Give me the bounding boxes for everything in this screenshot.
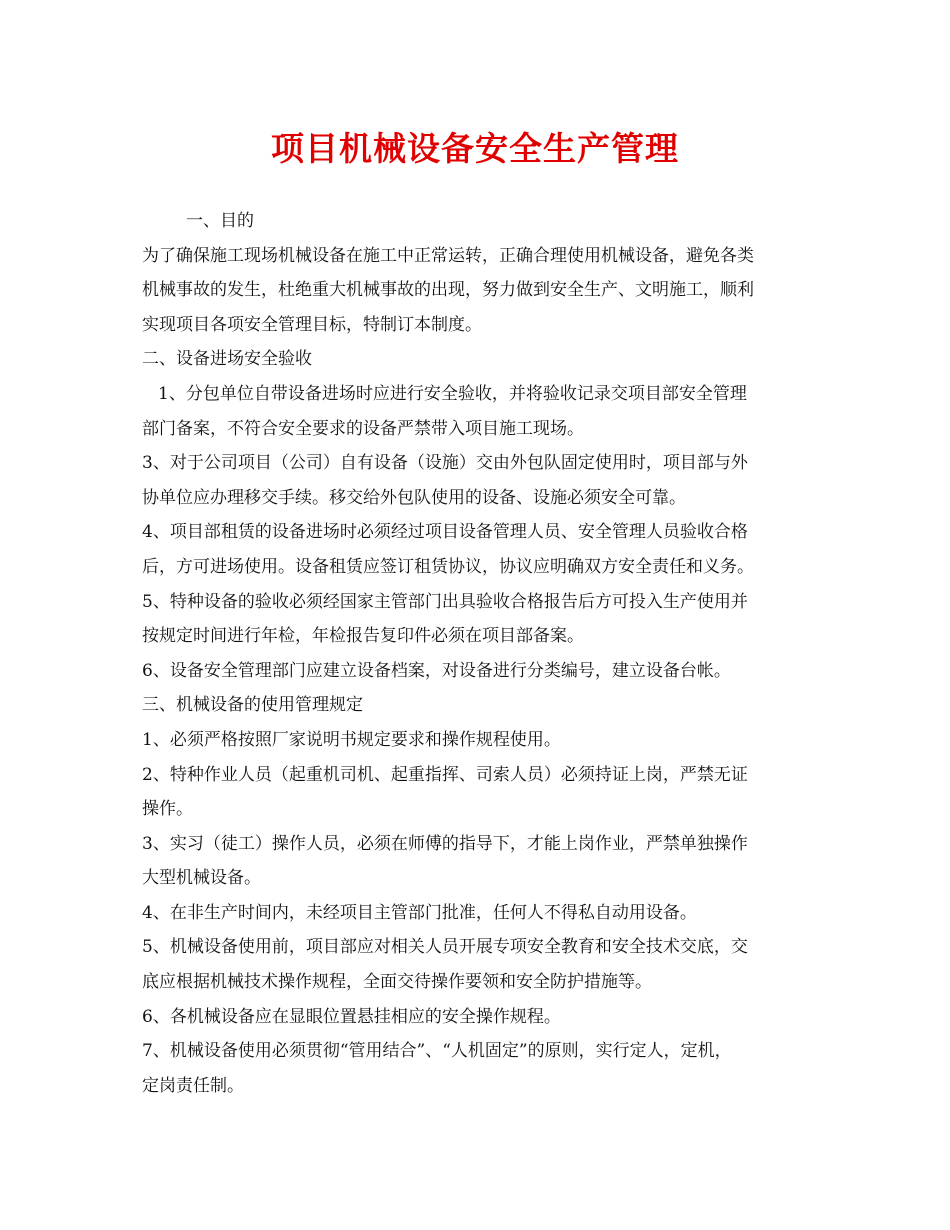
paragraph-line: 后，方可进场使用。设备租赁应签订租赁协议，协议应明确双方安全责任和义务。 — [142, 556, 754, 577]
document-body — [142, 204, 832, 1103]
paragraph-line: 大型机械设备。 — [142, 868, 261, 889]
paragraph-line: 机械事故的发生，杜绝重大机械事故的出现，努力做到安全生产、文明施工，顺利 — [142, 280, 754, 301]
paragraph-line: 部门备案，不符合安全要求的设备严禁带入项目施工现场。 — [142, 418, 584, 439]
section-heading-acceptance: 二、设备进场安全验收 — [142, 349, 312, 370]
paragraph-line: 操作。 — [142, 799, 193, 820]
paragraph-line: 3、实习（徒工）操作人员，必须在师傅的指导下，才能上岗作业，严禁单独操作 — [142, 833, 748, 854]
paragraph-line: 定岗责任制。 — [142, 1075, 244, 1096]
paragraph-line: 6、设备安全管理部门应建立设备档案，对设备进行分类编号，建立设备台帐。 — [142, 660, 731, 681]
paragraph-line: 4、在非生产时间内，未经项目主管部门批准，任何人不得私自动用设备。 — [142, 902, 697, 923]
paragraph-line: 6、各机械设备应在显眼位置悬挂相应的安全操作规程。 — [142, 1006, 561, 1027]
paragraph-line: 5、机械设备使用前，项目部应对相关人员开展专项安全教育和安全技术交底，交 — [142, 937, 748, 958]
paragraph-line: 1、分包单位自带设备进场时应进行安全验收，并将验收记录交项目部安全管理 — [158, 383, 747, 404]
paragraph-line: 7、机械设备使用必须贯彻“管用结合”、“人机固定”的原则，实行定人，定机， — [142, 1041, 732, 1062]
paragraph-line: 为了确保施工现场机械设备在施工中正常运转，正确合理使用机械设备，避免各类 — [142, 245, 754, 266]
paragraph-line: 5、特种设备的验收必须经国家主管部门出具验收合格报告后方可投入生产使用并 — [142, 591, 748, 612]
paragraph-line: 底应根据机械技术操作规程，全面交待操作要领和安全防护措施等。 — [142, 972, 652, 993]
section-heading-purpose: 一、目的 — [186, 211, 254, 231]
section-heading-usage: 三、机械设备的使用管理规定 — [142, 695, 363, 716]
paragraph-line: 协单位应办理移交手续。移交给外包队使用的设备、设施必须安全可靠。 — [142, 487, 686, 508]
paragraph-line: 按规定时间进行年检，年检报告复印件必须在项目部备案。 — [142, 626, 584, 647]
paragraph-line: 3、对于公司项目（公司）自有设备（设施）交由外包队固定使用时，项目部与外 — [142, 453, 748, 474]
paragraph-line: 2、特种作业人员（起重机司机、起重指挥、司索人员）必须持证上岗，严禁无证 — [142, 764, 748, 785]
paragraph-line: 实现项目各项安全管理目标，特制订本制度。 — [142, 314, 482, 335]
document-title: 项目机械设备安全生产管理 — [271, 129, 679, 168]
paragraph-line: 1、必须严格按照厂家说明书规定要求和操作规程使用。 — [142, 729, 561, 750]
paragraph-line: 4、项目部租赁的设备进场时必须经过项目设备管理人员、安全管理人员验收合格 — [142, 522, 748, 543]
